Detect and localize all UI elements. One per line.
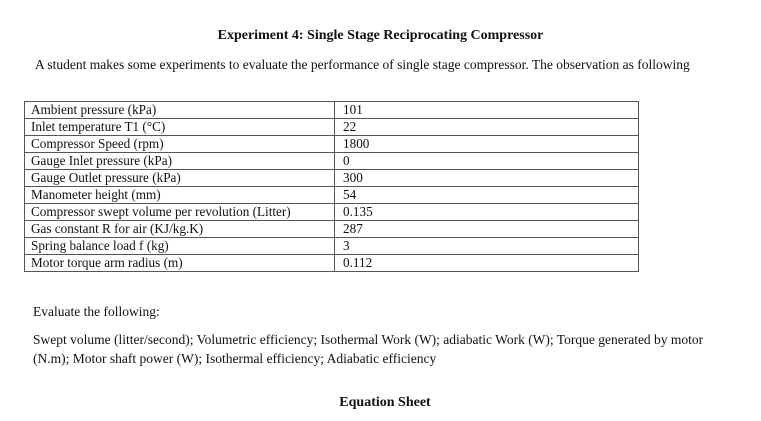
row-value: 300 bbox=[335, 170, 639, 187]
table-row bbox=[25, 187, 639, 204]
intro-paragraph: A student makes some experiments to evaluate the performance of single stage compressor. The observation as following bbox=[35, 57, 690, 72]
table-row bbox=[25, 204, 639, 221]
equation-sheet-heading: Equation Sheet bbox=[339, 395, 431, 410]
table-row bbox=[25, 119, 639, 136]
row-label: Gauge Inlet pressure (kPa) bbox=[25, 153, 335, 170]
observation-table bbox=[24, 101, 639, 272]
evaluate-list: Swept volume (litter/second); Volumetric efficiency; Isothermal Work (W); adiabatic Work (W); Torque generated by motor (N.m); Motor shaft power (W); Isothermal efficiency; Adiabatic efficiency bbox=[33, 332, 704, 366]
row-value: 0.135 bbox=[335, 204, 639, 221]
table-row bbox=[25, 238, 639, 255]
table-row bbox=[25, 170, 639, 187]
row-value: 101 bbox=[335, 102, 639, 119]
row-value: 54 bbox=[335, 187, 639, 204]
row-label: Manometer height (mm) bbox=[25, 187, 335, 204]
table-row bbox=[25, 221, 639, 238]
row-value: 22 bbox=[335, 119, 639, 136]
row-label: Ambient pressure (kPa) bbox=[25, 102, 335, 119]
page-title: Experiment 4: Single Stage Reciprocating Compressor bbox=[217, 28, 544, 43]
table-row bbox=[25, 153, 639, 170]
row-label: Motor torque arm radius (m) bbox=[25, 255, 335, 272]
row-value: 1800 bbox=[335, 136, 639, 153]
row-label: Spring balance load f (kg) bbox=[25, 238, 335, 255]
row-label: Gauge Outlet pressure (kPa) bbox=[25, 170, 335, 187]
table-row bbox=[25, 136, 639, 153]
table-row bbox=[25, 255, 639, 272]
row-label: Compressor Speed (rpm) bbox=[25, 136, 335, 153]
row-value: 287 bbox=[335, 221, 639, 238]
row-label: Inlet temperature T1 (°C) bbox=[25, 119, 335, 136]
row-value: 0.112 bbox=[335, 255, 639, 272]
row-value: 3 bbox=[335, 238, 639, 255]
row-value: 0 bbox=[335, 153, 639, 170]
row-label: Gas constant R for air (KJ/kg.K) bbox=[25, 221, 335, 238]
table-row bbox=[25, 102, 639, 119]
row-label: Compressor swept volume per revolution (Litter) bbox=[25, 204, 335, 221]
evaluate-heading: Evaluate the following: bbox=[33, 304, 160, 319]
